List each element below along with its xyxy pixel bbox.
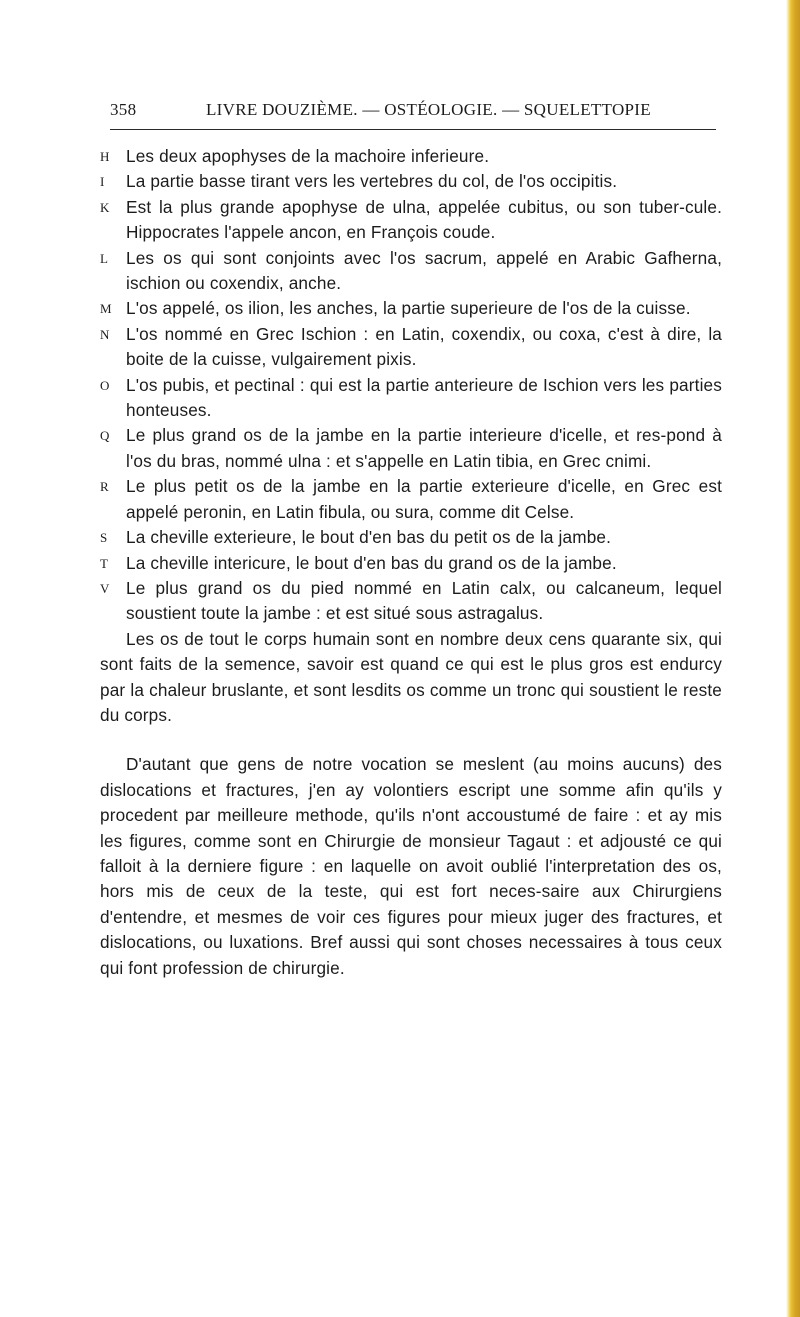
entry-letter: T — [100, 555, 109, 571]
entry-letter: I — [100, 174, 105, 190]
running-title: LIVRE DOUZIÈME. — OSTÉOLOGIE. — SQUELETTOPIE — [206, 100, 651, 119]
entry-letter: O — [100, 377, 110, 393]
page-number: 358 — [110, 100, 137, 119]
running-header — [110, 100, 716, 124]
legend-entry-h — [100, 144, 722, 169]
page-body — [100, 144, 722, 981]
entry-text: La cheville intericure, le bout d'en bas du grand os de la jambe. — [126, 552, 617, 573]
entry-text: La cheville exterieure, le bout d'en bas du petit os de la jambe. — [126, 527, 612, 548]
entry-letter: M — [100, 301, 112, 317]
entry-text: Le plus grand os de la jambe en la partie interieure d'icelle, et res-pond à l'os du bras, nommé ulna : et s'appelle en Latin tibia, en Grec cnimi. — [126, 425, 722, 471]
paragraph-bone-count: Les os de tout le corps humain sont en nombre deux cens quarante six, qui sont faits de la semence, savoir est quand ce qui est le plus gros est endurcy par la chaleur bruslante, et sont lesdits os comme un tronc qui soustient le reste du corps. — [100, 628, 722, 725]
page-edge-stain — [786, 0, 800, 1317]
legend-entry-l — [100, 246, 722, 297]
entry-letter: L — [100, 250, 109, 266]
legend-entry-m — [100, 296, 722, 321]
legend-entry-q — [100, 423, 722, 474]
legend-entry-n — [100, 322, 722, 373]
header-rule — [110, 129, 716, 130]
entry-text: Le plus petit os de la jambe en la partie exterieure d'icelle, en Grec est appelé peronin, en Latin fibula, ou sura, comme dit Celse. — [126, 476, 722, 522]
entry-text: Les os qui sont conjoints avec l'os sacrum, appelé en Arabic Gafherna, ischion ou coxendix, anche. — [126, 247, 722, 294]
entry-text: L'os pubis, et pectinal : qui est la partie anterieure de Ischion vers les parties honteuses. — [126, 374, 722, 421]
legend-entry-i — [100, 169, 722, 194]
paragraph-dislocations: D'autant que gens de notre vocation se meslent (au moins aucuns) des dislocations et fractures, j'en ay volontiers escript une somme afin qu'ils y procedent par meilleure methode, qu'ils n'ont accoustumé de faire : et ay mis les figures, comme sont en Chirurgie de monsieur Tagaut : et adjousté ce qui falloit à la derniere figure : en laquelle on avoit oublié l'interpretation des os, hors mis de ceux de la teste, qui est fort neces-saire aux Chirurgiens d'entendre, et mesmes de voir ces figures pour mieux juger des fractures, et dislocations, ou luxations. Bref aussi qui sont choses necessaires à tous ceux qui font profession de chirurgie. — [100, 754, 722, 978]
legend-entry-r — [100, 474, 722, 525]
entry-letter: Q — [100, 428, 110, 444]
entry-letter: S — [100, 530, 108, 546]
entry-text: Les deux apophyses de la machoire inferieure. — [126, 146, 490, 166]
entry-text: La partie basse tirant vers les vertebres du col, de l'os occipitis. — [126, 171, 618, 192]
entry-letter: H — [100, 149, 110, 164]
entry-letter: K — [100, 199, 110, 215]
entry-text: L'os appelé, os ilion, les anches, la partie superieure de l'os de la cuisse. — [126, 298, 691, 319]
entry-letter: V — [100, 580, 110, 596]
legend-entry-s — [100, 525, 722, 550]
legend-entry-t — [100, 551, 722, 576]
entry-letter: R — [100, 479, 109, 495]
entry-text: Est la plus grande apophyse de ulna, appelée cubitus, ou son tuber-cule. Hippocrates l'appele ancon, en François coude. — [126, 196, 722, 243]
entry-text: L'os nommé en Grec Ischion : en Latin, coxendix, ou coxa, c'est à dire, la boite de la cuisse, vulgairement pixis. — [126, 323, 722, 370]
entry-text: Le plus grand os du pied nommé en Latin calx, ou calcaneum, lequel soustient toute la jambe : et est situé sous astragalus. — [126, 577, 722, 624]
entry-letter: N — [100, 326, 110, 342]
legend-entry-v — [100, 576, 722, 627]
legend-entry-k — [100, 195, 722, 246]
legend-entry-o — [100, 373, 722, 424]
